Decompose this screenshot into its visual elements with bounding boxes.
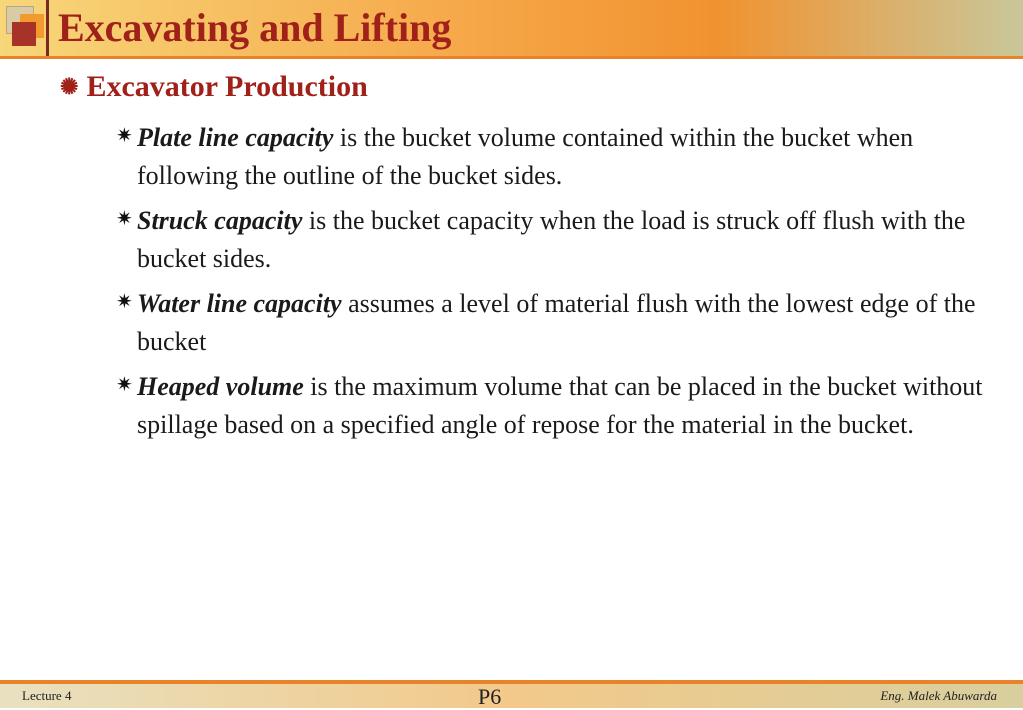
item-term: Struck capacity (137, 206, 303, 235)
list-item (116, 202, 1016, 278)
slide-footer (0, 684, 1023, 708)
footer-lecture: Lecture 4 (22, 688, 72, 703)
item-term: Water line capacity (137, 289, 342, 318)
list-item (116, 285, 1016, 361)
item-text: is the bucket capacity when the load is struck off flush with the bucket sides. (137, 206, 966, 273)
item-text: is the bucket volume contained within the bucket when following the outline of the bucket sides. (137, 123, 914, 190)
item-text: assumes a level of material flush with the lowest edge of the bucket (137, 289, 976, 356)
slide-logo (0, 0, 50, 56)
item-term: Heaped volume (137, 372, 304, 401)
asterisk-bullet-icon: ✷ (116, 125, 133, 147)
footer-page-number: P6 (478, 684, 502, 709)
list-item (116, 119, 1016, 195)
subheading (60, 68, 368, 106)
asterisk-bullet-icon: ✷ (116, 374, 133, 396)
asterisk-bullet-icon: ✷ (116, 208, 133, 230)
definition-list (116, 119, 1016, 451)
asterisk-bullet-icon: ✷ (116, 291, 133, 313)
item-term: Plate line capacity (137, 123, 334, 152)
list-item (116, 368, 1016, 444)
item-text: is the maximum volume that can be placed in the bucket without spillage based on a specified angle of repose for the material in the bucket. (137, 372, 983, 439)
sunburst-bullet-icon: ✺ (60, 74, 79, 99)
title-underline (0, 56, 1023, 59)
slide-title: Excavating and Lifting (58, 5, 452, 50)
footer-author: Eng. Malek Abuwarda (880, 688, 997, 703)
title-bar (0, 0, 1023, 56)
subheading-text: Excavator Production (86, 70, 368, 103)
